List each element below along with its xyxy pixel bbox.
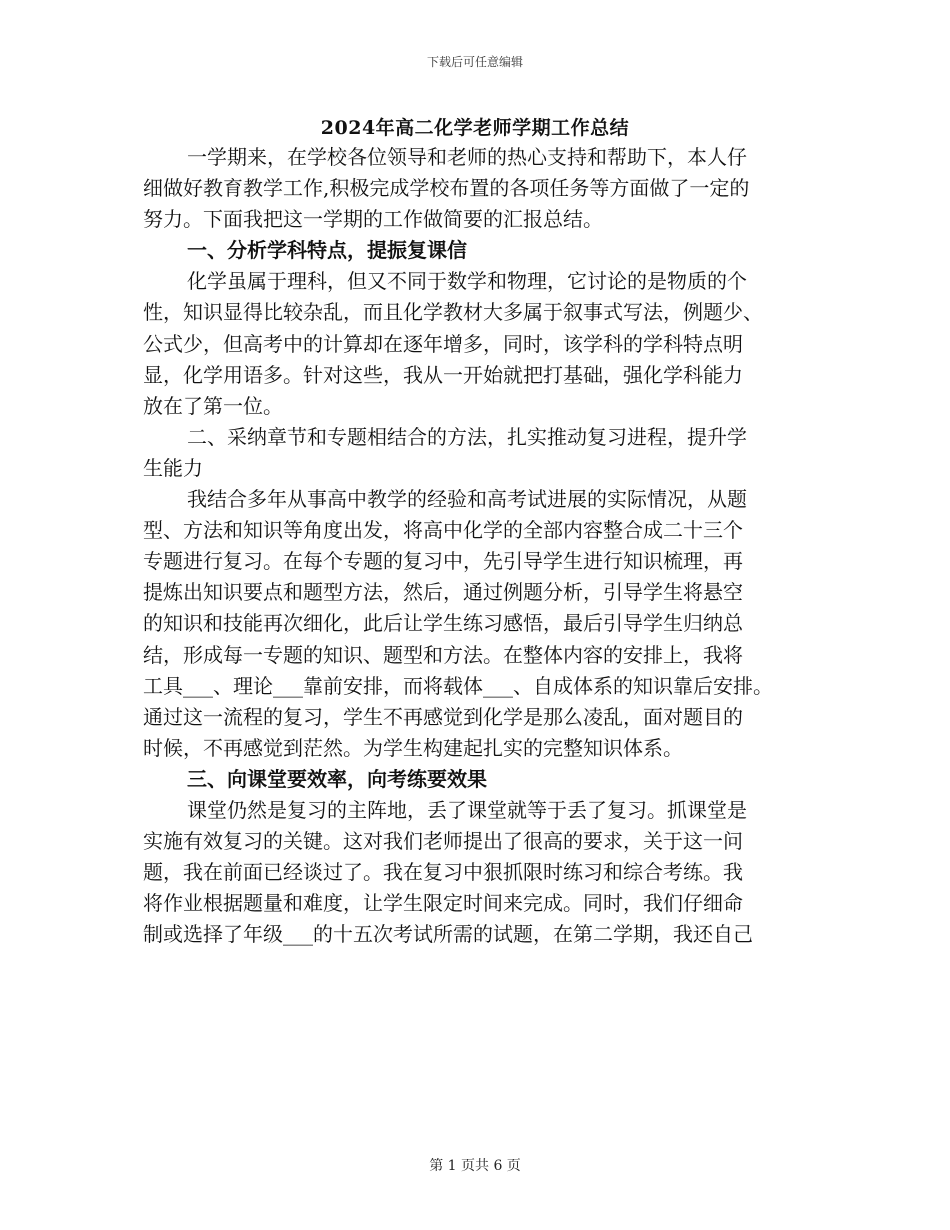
paragraph-line: 努力。下面我把这一学期的工作做简要的汇报总结。 — [143, 207, 603, 232]
section-heading-3: 三、向课堂要效率，向考练要效果 — [187, 766, 487, 791]
page-number-footer: 第 1 页共 6 页 — [429, 1158, 521, 1174]
paragraph-line: 实施有效复习的关键。这对我们老师提出了很高的要求，关于这一问 — [143, 829, 743, 854]
paragraph-line: 细做好教育教学工作,积极完成学校布置的各项任务等方面做了一定的 — [143, 176, 750, 201]
paragraph-line: 型、方法和知识等角度出发，将高中化学的全部内容整合成二十三个 — [143, 518, 743, 543]
paragraph-line: 结，形成每一专题的知识、题型和方法。在整体内容的安排上，我将 — [143, 642, 743, 667]
header-note: 下载后可任意编辑 — [426, 55, 523, 69]
paragraph-line: 放在了第一位。 — [143, 393, 283, 418]
paragraph-line: 课堂仍然是复习的主阵地，丢了课堂就等于丢了复习。抓课堂是 — [187, 797, 747, 822]
section-heading-2-continued: 生能力 — [143, 455, 203, 480]
paragraph-line: 通过这一流程的复习，学生不再感觉到化学是那么凌乱，面对题目的 — [143, 704, 743, 729]
document-body — [143, 142, 813, 950]
paragraph-line: 公式少，但高考中的计算却在逐年增多，同时，该学科的学科特点明 — [143, 331, 743, 356]
paragraph-line: 我结合多年从事高中教学的经验和高考试进展的实际情况，从题 — [187, 487, 747, 512]
paragraph-line: 工具___、理论___靠前安排，而将载体___、自成体系的知识靠后安排。 — [143, 673, 773, 698]
paragraph-line: 时候，不再感觉到茫然。为学生构建起扎实的完整知识体系。 — [143, 735, 683, 760]
paragraph-line: 一学期来，在学校各位领导和老师的热心支持和帮助下，本人仔 — [187, 145, 747, 169]
paragraph-line: 化学虽属于理科，但又不同于数学和物理，它讨论的是物质的个 — [187, 269, 747, 294]
paragraph-line: 将作业根据题量和难度，让学生限定时间来完成。同时，我们仔细命 — [143, 891, 743, 916]
paragraph-line: 专题进行复习。在每个专题的复习中，先引导学生进行知识梳理，再 — [143, 549, 743, 574]
paragraph-line: 题，我在前面已经谈过了。我在复习中狠抓限时练习和综合考练。我 — [143, 860, 743, 885]
paragraph-line: 性，知识显得比较杂乱，而且化学教材大多属于叙事式写法，例题少、 — [143, 300, 763, 325]
paragraph-line: 制或选择了年级___的十五次考试所需的试题，在第二学期，我还自己 — [143, 922, 753, 947]
document-title: 2024年高二化学老师学期工作总结 — [320, 117, 630, 139]
paragraph-line: 的知识和技能再次细化，此后让学生练习感悟，最后引导学生归纳总 — [143, 611, 743, 636]
paragraph-line: 显，化学用语多。针对这些，我从一开始就把打基础，强化学科能力 — [143, 362, 743, 387]
section-heading-2: 二、采纳章节和专题相结合的方法，扎实推动复习进程，提升学 — [187, 424, 747, 449]
paragraph-line: 提炼出知识要点和题型方法，然后，通过例题分析，引导学生将悬空 — [143, 580, 743, 605]
section-heading-1: 一、分析学科特点，提振复课信 — [187, 238, 467, 263]
